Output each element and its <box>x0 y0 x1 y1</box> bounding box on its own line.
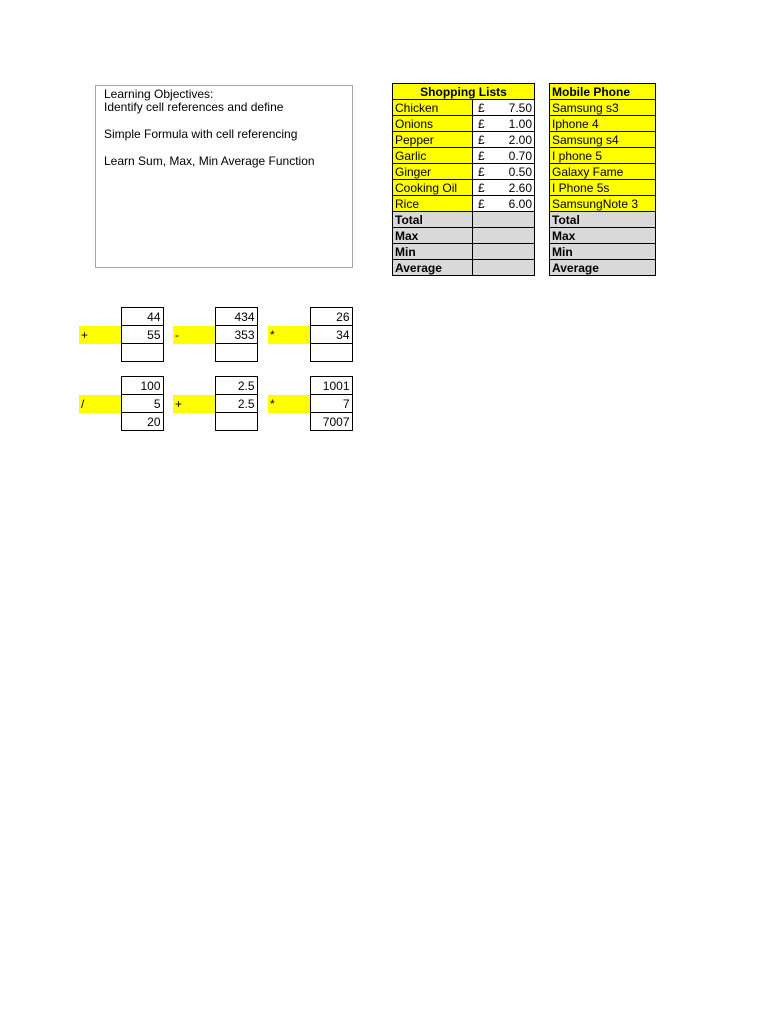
addition-block <box>79 307 164 362</box>
phone-name-cell[interactable]: Samsung s4 <box>550 132 656 148</box>
item-name-cell[interactable]: Pepper <box>393 132 473 148</box>
table-row <box>393 164 535 180</box>
operand-a-cell[interactable]: 26 <box>310 308 352 326</box>
average-value-cell[interactable] <box>473 260 535 276</box>
table-row <box>550 244 656 260</box>
learning-objectives-box <box>95 85 353 268</box>
phone-name-cell[interactable]: SamsungNote 3 <box>550 196 656 212</box>
operator-cell[interactable]: * <box>268 395 310 413</box>
operand-a-cell[interactable]: 1001 <box>310 377 352 395</box>
result-cell[interactable] <box>215 413 257 431</box>
average-label-cell[interactable]: Average <box>393 260 473 276</box>
operand-b-cell[interactable]: 2.5 <box>215 395 257 413</box>
operand-b-cell[interactable]: 7 <box>310 395 352 413</box>
max-value-cell[interactable] <box>473 228 535 244</box>
item-price-cell[interactable]: £ 7.50 <box>473 100 535 116</box>
operand-b-cell[interactable]: 353 <box>215 326 257 344</box>
operand-b-cell[interactable]: 34 <box>310 326 352 344</box>
table-row <box>550 180 656 196</box>
phone-min-cell[interactable]: Min <box>550 244 656 260</box>
table-row <box>393 212 535 228</box>
phone-name-cell[interactable]: Galaxy Fame <box>550 164 656 180</box>
total-label-cell[interactable]: Total <box>393 212 473 228</box>
result-cell[interactable] <box>310 344 352 362</box>
phone-name-cell[interactable]: I Phone 5s <box>550 180 656 196</box>
phone-name-cell[interactable]: Iphone 4 <box>550 116 656 132</box>
phone-name-cell[interactable]: Samsung s3 <box>550 100 656 116</box>
item-price-cell[interactable]: £ 6.00 <box>473 196 535 212</box>
table-row <box>550 116 656 132</box>
min-value-cell[interactable] <box>473 244 535 260</box>
mobile-phone-header[interactable]: Mobile Phone <box>550 84 656 100</box>
table-row <box>393 148 535 164</box>
table-row <box>550 164 656 180</box>
item-price-cell[interactable]: £ 0.70 <box>473 148 535 164</box>
objective-cell-references: Identify cell references and define <box>104 100 284 114</box>
item-name-cell[interactable]: Onions <box>393 116 473 132</box>
decimal-addition-block <box>173 376 258 431</box>
phone-name-cell[interactable]: I phone 5 <box>550 148 656 164</box>
table-row <box>393 116 535 132</box>
operator-cell[interactable]: - <box>173 326 215 344</box>
operand-a-cell[interactable]: 100 <box>121 377 163 395</box>
table-row <box>393 180 535 196</box>
result-cell[interactable] <box>121 344 163 362</box>
table-row <box>550 148 656 164</box>
item-name-cell[interactable]: Chicken <box>393 100 473 116</box>
min-label-cell[interactable]: Min <box>393 244 473 260</box>
result-cell[interactable]: 7007 <box>310 413 352 431</box>
objectives-title: Learning Objectives: <box>104 87 214 101</box>
max-label-cell[interactable]: Max <box>393 228 473 244</box>
total-value-cell[interactable] <box>473 212 535 228</box>
item-price-cell[interactable]: £ 2.60 <box>473 180 535 196</box>
operand-a-cell[interactable]: 44 <box>121 308 163 326</box>
table-row <box>393 196 535 212</box>
operator-cell[interactable]: / <box>79 395 121 413</box>
result-cell[interactable] <box>215 344 257 362</box>
operand-b-cell[interactable]: 5 <box>121 395 163 413</box>
table-row <box>393 244 535 260</box>
table-row <box>550 196 656 212</box>
table-row <box>550 100 656 116</box>
table-row <box>393 100 535 116</box>
item-name-cell[interactable]: Garlic <box>393 148 473 164</box>
subtraction-block <box>173 307 258 362</box>
shopping-list-header[interactable]: Shopping Lists <box>393 84 535 100</box>
table-row <box>393 260 535 276</box>
table-row <box>393 132 535 148</box>
table-row <box>393 228 535 244</box>
mobile-phone-table <box>549 83 656 276</box>
division-block <box>79 376 164 431</box>
result-cell[interactable]: 20 <box>121 413 163 431</box>
operator-cell[interactable]: + <box>173 395 215 413</box>
multiplication-block <box>268 307 353 362</box>
phone-max-cell[interactable]: Max <box>550 228 656 244</box>
operand-b-cell[interactable]: 55 <box>121 326 163 344</box>
objective-functions: Learn Sum, Max, Min Average Function <box>104 154 315 168</box>
operand-a-cell[interactable]: 434 <box>215 308 257 326</box>
item-price-cell[interactable]: £ 2.00 <box>473 132 535 148</box>
objective-simple-formula: Simple Formula with cell referencing <box>104 127 298 141</box>
operator-cell[interactable]: * <box>268 326 310 344</box>
large-multiplication-block <box>268 376 353 431</box>
phone-average-cell[interactable]: Average <box>550 260 656 276</box>
operand-a-cell[interactable]: 2.5 <box>215 377 257 395</box>
operator-cell[interactable]: + <box>79 326 121 344</box>
item-name-cell[interactable]: Cooking Oil <box>393 180 473 196</box>
shopping-list-table <box>392 83 535 276</box>
phone-total-cell[interactable]: Total <box>550 212 656 228</box>
table-row <box>550 132 656 148</box>
item-name-cell[interactable]: Ginger <box>393 164 473 180</box>
table-row <box>550 228 656 244</box>
table-row <box>550 212 656 228</box>
table-row <box>550 260 656 276</box>
item-price-cell[interactable]: £ 1.00 <box>473 116 535 132</box>
item-name-cell[interactable]: Rice <box>393 196 473 212</box>
item-price-cell[interactable]: £ 0.50 <box>473 164 535 180</box>
